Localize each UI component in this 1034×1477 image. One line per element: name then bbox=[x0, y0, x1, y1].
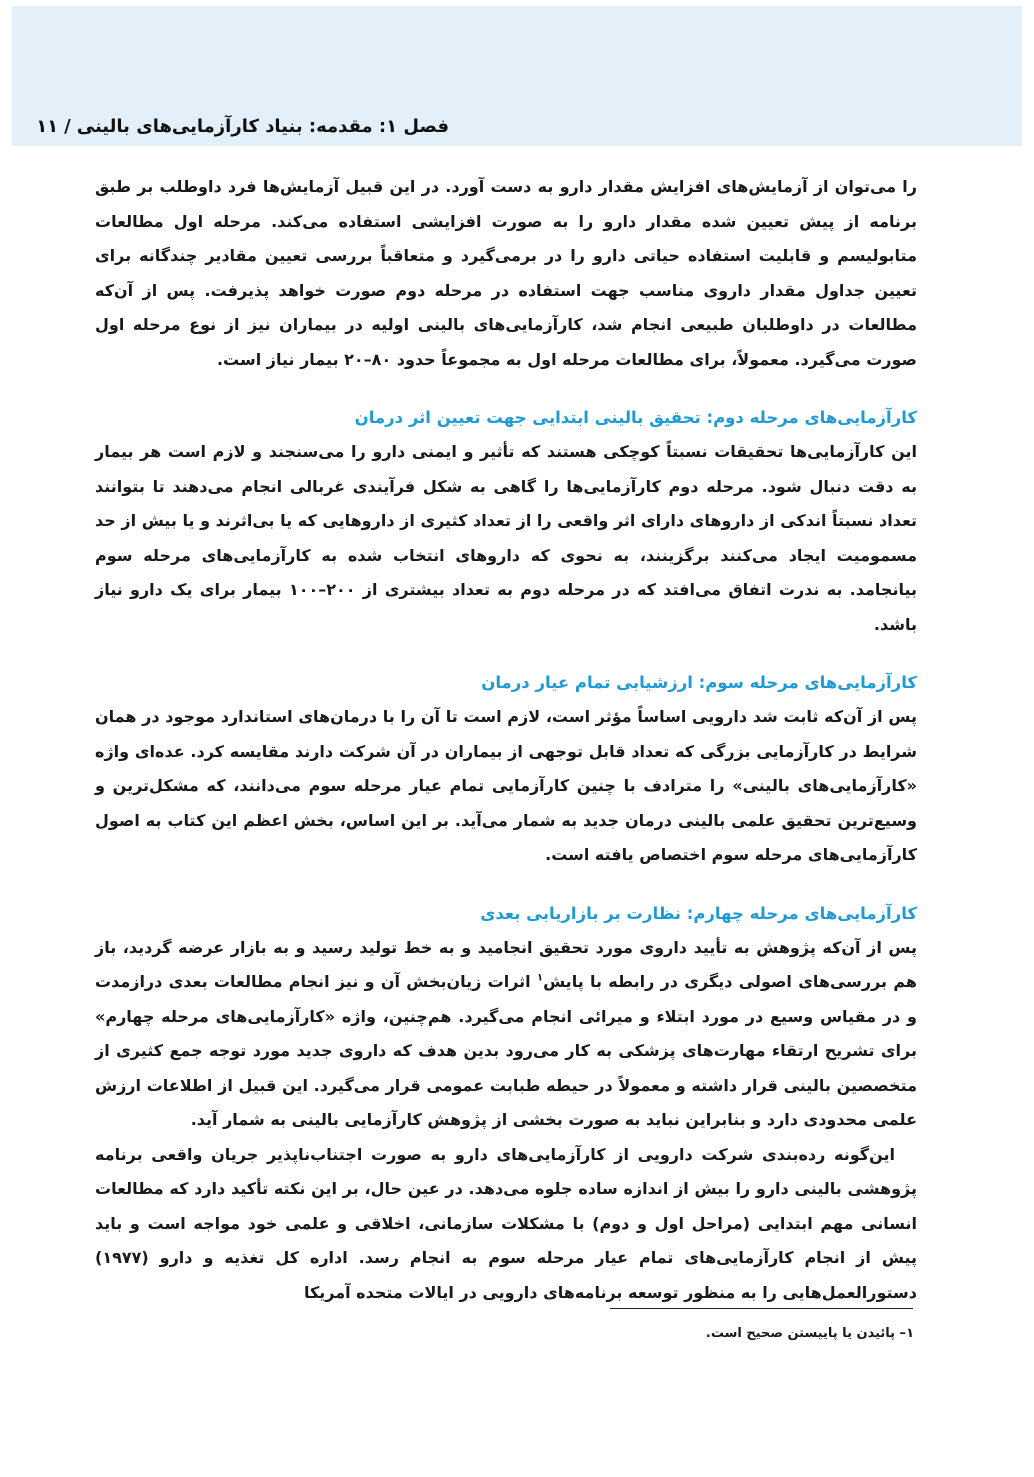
closing-paragraph: این‌گونه رده‌بندی شرکت دارویی از کارآزمایی‌های دارو به صورت اجتناب‌ناپذیر جریان واقعی برنامه پژوهشی بالینی دارو را بیش از اندازه ساده جلوه می‌دهد. در عین حال، بر این نکته تأکید دارد که مطالعات انسانی مهم ابتدایی (مراحل اول و دوم) با مشکلات سازمانی، اخلاقی و علمی خود مواجه است و باید پیش از انجام کارآزمایی‌های تمام عیار مرحله سوم به انجام رسد. اداره کل تغذیه و دارو (۱۹۷۷) دستورالعمل‌هایی را به منظور توسعه برنامه‌های دارویی در ایالات متحده آمریکا bbox=[95, 1144, 917, 1302]
header-separator: / bbox=[64, 116, 71, 137]
phase3-paragraph: پس از آن‌که ثابت شد دارویی اساساً مؤثر است، لازم است تا آن را با درمان‌های استاندارد موجود در همان شرایط در کارآزمایی بزرگی که تعداد قابل توجهی از بیماران در آن شرکت دارند مقایسه کرد. عده‌ای واژه «کارآزمایی‌های بالینی» را مترادف با چنین کارآزمایی تمام عیار مرحله سوم می‌دانند، که مشکل‌ترین و وسیع‌ترین تحقیق علمی بالینی درمان جدید به شمار می‌آید. بر این اساس، بخش اعظم این کتاب به اصول کارآزمایی‌های مرحله سوم اختصاص یافته است. bbox=[95, 707, 917, 864]
page-body bbox=[95, 170, 917, 1310]
phase4-text-after-note: اثرات زیان‌بخش آن و نیز انجام مطالعات بعدی درازمدت و در مقیاس وسیع در مورد ابتلاء و میرائی انجام می‌گیرد. هم‌چنین، واژه «کارآزمایی‌های مرحله چهارم» برای تشریح ارتقاء مهارت‌های پزشکی به کار می‌رود بدین هدف که داروی جدید مورد توجه جمع کثیری از متخصصین بالینی قرار داشته و معمولاً در حیطه طبابت عمومی قرار می‌گیرد. این قبیل از اطلاعات ارزش علمی محدودی دارد و بنابراین نباید به صورت بخشی از پژوهش کارآزمایی بالینی به شمار آید. bbox=[95, 972, 917, 1129]
phase2-paragraph: این کارآزمایی‌ها تحقیقات نسبتاً کوچکی هستند که تأثیر و ایمنی دارو را می‌سنجند و لازم است هر بیمار به دقت دنبال شود. مرحله دوم کارآزمایی‌ها را گاهی به شکل فرآیندی غربالی انجام می‌دهند تا بتوانند تعداد نسبتاً اندکی از داروهای دارای اثر واقعی را از تعداد کثیری از داروهایی که یا بی‌اثرند و یا بیش از حد مسمومیت ایجاد می‌کنند برگزینند، به نحوی که داروهای انتخاب شده به کارآزمایی‌های مرحله سوم بیانجامد. به ندرت اتفاق می‌افتد که در مرحله دوم به تعداد بیشتری از ۲۰۰–۱۰۰ بیمار برای یک دارو نیاز باشد. bbox=[95, 442, 918, 634]
page-number: ۱۱ bbox=[36, 116, 59, 137]
phase4-heading: کارآزمایی‌های مرحله چهارم: نظارت بر بازاریابی بعدی bbox=[480, 903, 917, 923]
phase4-paragraph bbox=[95, 931, 917, 1138]
chapter-title: فصل ۱: مقدمه: بنیاد کارآزمایی‌های بالینی bbox=[76, 116, 449, 137]
phase4-text-before-note: پس از آن‌که پژوهش به تأیید داروی مورد تحقیق انجامید و به خط تولید رسید و به بازار عرضه گردید، باز هم بررسی‌های اصولی دیگری در رابطه با پایش bbox=[95, 937, 918, 991]
footnote: ۱– پائیدن یا پاییستن صحیح است. bbox=[705, 1326, 914, 1341]
phase3-heading: کارآزمایی‌های مرحله سوم: ارزشیابی تمام عیار درمان bbox=[481, 673, 917, 692]
intro-paragraph: را می‌توان از آزمایش‌های افزایش مقدار دارو به دست آورد. در این قبیل آزمایش‌ها فرد داوطلب بر طبق برنامه از پیش تعیین شده مقدار دارو را به صورت افزایشی استفاده می‌کند. مرحله اول مطالعات متابولیسم و قابلیت استفاده حیاتی دارو را در برمی‌گیرد و متعاقباً بررسی تعیین مقادیر چندگانه برای تعیین جداول مقدار داروی مناسب جهت استفاده در مرحله دوم صورت خواهد پذیرفت. پس از آن‌که مطالعات در داوطلبان طبیعی انجام شد، کارآزمایی‌های بالینی اولیه در بیماران نیز از نوع مرحله اول صورت می‌گیرد. معمولاً، برای مطالعات مرحله اول به مجموعاً حدود ۸۰–۲۰ بیمار نیاز است. bbox=[95, 177, 917, 369]
footnote-divider bbox=[610, 1308, 913, 1309]
phase2-heading: کارآزمایی‌های مرحله دوم: تحقیق بالینی ابتدایی جهت تعیین اثر درمان bbox=[354, 408, 917, 427]
footnote-marker: ۱ bbox=[536, 972, 544, 984]
running-head bbox=[36, 116, 449, 137]
